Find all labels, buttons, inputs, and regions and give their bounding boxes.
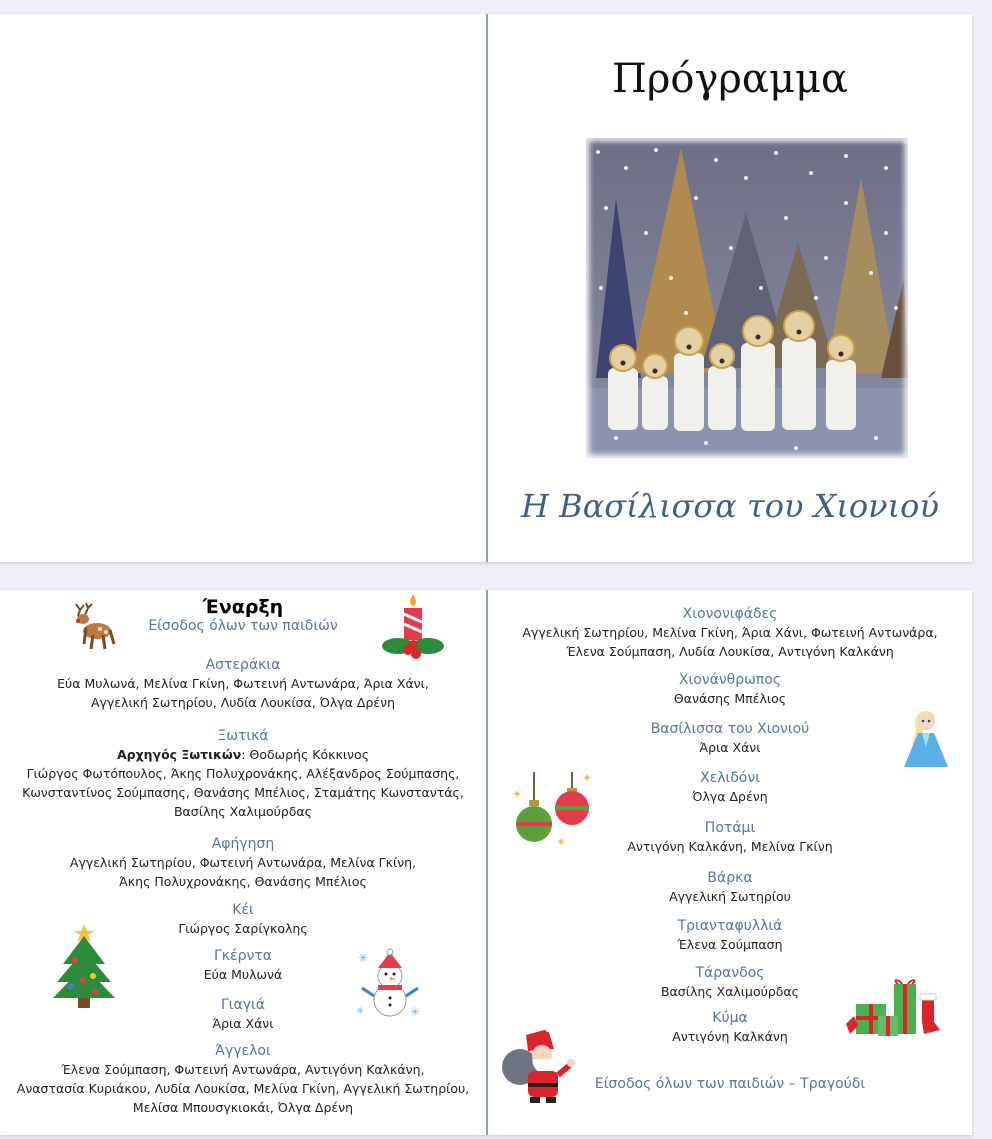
cast-line: Θανάσης Μπέλιος <box>673 691 787 706</box>
svg-text:✦: ✦ <box>512 787 523 801</box>
candle-icon <box>380 592 446 662</box>
angeloi-section <box>0 1043 486 1117</box>
svg-text:✦: ✦ <box>556 835 567 849</box>
reindeer-icon <box>66 602 118 654</box>
leader-line <box>0 745 486 764</box>
varka-section <box>488 870 972 906</box>
role-heading: Χιονονιφάδες <box>682 606 778 622</box>
cast-line: Κωνσταντίνος Σούμπασης, Θανάσης Μπέλιος, Σταμάτης Κωνσταντάς, <box>22 785 464 800</box>
cast-line: Αγγελική Σωτηρίου <box>669 889 791 904</box>
role-heading: Τριανταφυλλιά <box>677 918 783 934</box>
cast-line: Μελίσα Μπουσγκιοκάι, Όλγα Δρένη <box>132 1100 354 1115</box>
role-heading: Χελιδόνι <box>700 770 760 786</box>
section-subtitle: Είσοδος όλων των παιδιών <box>148 618 338 634</box>
afigisi-section <box>0 836 486 891</box>
angels-choir-painting <box>586 138 908 458</box>
cast-line: Αγγελική Σωτηρίου, Μελίνα Γκίνη, Άρια Χάνι, Φωτεινή Αντωνάρα, <box>522 625 938 640</box>
cast-line: Αντιγόνη Καλκάνη <box>672 1029 788 1044</box>
santa-icon <box>498 1025 576 1105</box>
cast-line: Έλενα Σούμπαση <box>677 937 783 952</box>
role-heading: Βασίλισσα του Χιονιού <box>650 721 810 737</box>
elsa-icon <box>900 705 952 769</box>
role-heading: Τάρανδος <box>695 965 765 981</box>
svg-text:✳: ✳ <box>410 1005 421 1019</box>
role-heading: Κύμα <box>712 1010 748 1026</box>
ornaments-icon <box>512 770 594 850</box>
cast-line: Αγγελική Σωτηρίου, Φωτεινή Αντωνάρα, Μελίνα Γκίνη, <box>69 855 417 870</box>
cast-line: Βασίλης Χαλιμούρδας <box>660 984 800 999</box>
role-heading: Βάρκα <box>707 870 753 886</box>
cast-line: Έλενα Σούμπαση, Λυδία Λουκίσα, Αντιγόνη Καλκάνη <box>566 644 894 659</box>
cast-line: Άρια Χάνι <box>212 1016 274 1031</box>
section-title: Έναρξη <box>202 596 284 618</box>
cover-page <box>0 14 972 562</box>
cover-subtitle: Η Βασίλισσα του Χιονιού <box>521 487 939 525</box>
role-heading: Άγγελοι <box>215 1043 271 1059</box>
svg-text:✳: ✳ <box>358 951 369 965</box>
cast-line: Άκης Πολυχρονάκης, Θανάσης Μπέλιος <box>119 874 367 889</box>
cast-line: Έλενα Σούμπαση, Φωτεινή Αντωνάρα, Αντιγόνη Καλκάνη, <box>61 1062 425 1077</box>
leader-name: : Θοδωρής Κόκκινος <box>241 747 370 762</box>
asterakia-section <box>0 657 486 712</box>
cast-line: Αντιγόνη Καλκάνη, Μελίνα Γκίνη <box>627 839 833 854</box>
cast-line: Αναστασία Κυριάκου, Λυδία Λουκίσα, Μελίνα Γκίνη, Αγγελική Σωτηρίου, <box>16 1081 470 1096</box>
cast-line: Γιώργος Σαρίγκολης <box>178 921 308 936</box>
triantafyllia-section <box>488 918 972 954</box>
xotika-section <box>0 728 486 821</box>
role-heading: Χιονάνθρωπος <box>678 672 782 688</box>
role-heading: Γιαγιά <box>220 997 266 1013</box>
role-heading: Γκέρντα <box>214 948 272 964</box>
cast-line: Αγγελική Σωτηρίου, Λυδία Λουκίσα, Όλγα Δρένη <box>90 695 396 710</box>
svg-text:✳: ✳ <box>356 1006 365 1017</box>
xiononifades-section <box>488 606 972 661</box>
role-heading: Ξωτικά <box>217 728 269 744</box>
role-heading: Κέι <box>232 902 254 918</box>
cast-line: Βασίλης Χαλιμούρδας <box>173 804 313 819</box>
role-heading: Αφήγηση <box>211 836 275 852</box>
role-heading: Αστεράκια <box>205 657 281 673</box>
finale-heading: Είσοδος όλων των παιδιών – Τραγούδι <box>594 1076 866 1092</box>
svg-text:✦: ✦ <box>582 771 593 785</box>
xionanthropos-section <box>488 672 972 708</box>
leader-label: Αρχηγός Ξωτικών <box>116 747 242 762</box>
gifts-icon <box>842 978 942 1040</box>
cast-line: Εύα Μυλωνά, Μελίνα Γκίνη, Φωτεινή Αντωνάρα, Άρια Χάνι, <box>57 676 429 691</box>
cast-line: Γιώργος Φωτόπουλος, Άκης Πολυχρονάκης, Αλέξανδρος Σούμπασης, <box>26 766 460 781</box>
cover-title: Πρόγραμμα <box>612 56 848 102</box>
inside-page <box>0 590 972 1135</box>
christmas-tree-icon <box>51 920 117 1010</box>
cast-line: Όλγα Δρένη <box>692 789 768 804</box>
cast-line: Άρια Χάνι <box>699 740 761 755</box>
cast-line: Εύα Μυλωνά <box>203 967 283 982</box>
role-heading: Ποτάμι <box>704 820 756 836</box>
snowman-icon <box>354 948 426 1020</box>
